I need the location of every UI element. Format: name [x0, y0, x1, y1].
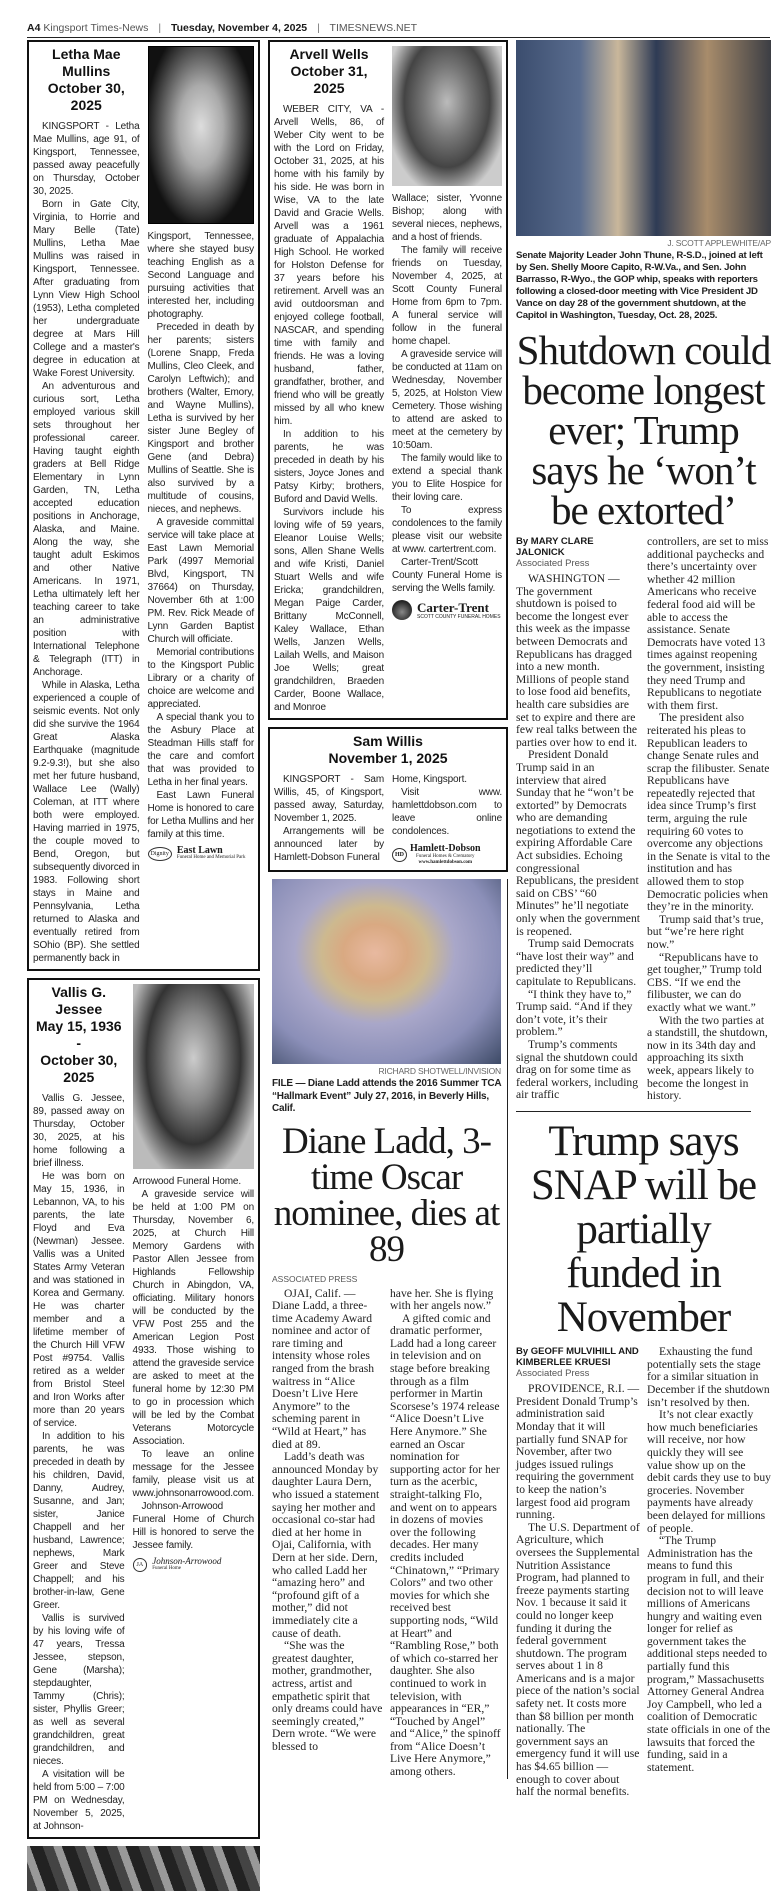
paragraph: A graveside service will be held at 1:00 PM on Thursday, November 6, 2025, at Church Hill Memory Gardens with Pastor Allen Jessee from Highlands Fellowship Church in Abingdon, VA, officiating. Military honors will be conducted by the VFW Post 255 and the American Legion Post 4933. Those wishing to attend the graveside service are asked to meet at the funeral home by 12:30 PM to go in procession which will be led by the Combat Veterans Motorcycle Association.	[132, 1189, 254, 1447]
paragraph: Trump said that’s true, but “we’re here right now.”	[647, 912, 764, 951]
obit-date: November 1, 2025	[328, 750, 448, 766]
article-diane-ladd	[268, 879, 508, 1779]
page-number: A4	[27, 22, 41, 34]
hamlett-dobson-logo	[392, 843, 502, 866]
obit-name: Letha Mae Mullins	[52, 46, 121, 79]
byline-agency: Associated Press	[516, 558, 590, 569]
paragraph: The family would like to extend a special thank you to Elite Hospice for their loving care.	[392, 453, 502, 503]
paragraph: A graveside committal service will take place at East Lawn Memorial Park (4997 Memorial Blvd, Kingsport, TN 37664) on Thursday, November 6th at 1:00 PM. Rev. Rick Meade of Lynn Garden Baptist Church will officiate.	[147, 517, 254, 645]
logo-sub: Funeral Home and Memorial Park	[176, 855, 246, 860]
paragraph: Preceded in death by her parents; sisters (Lorene Snapp, Freda Mullins, Cleo Cleek, and Carolyn Leftwich); and brothers (Walter, Emory, and Wayne Mullins), Letha is survived by her sister June Begley of Kingsport and brother Gene (and Debra) Mullins of Seattle. She is also survived by a multitude of cousins, nieces, and nephews.	[147, 322, 254, 515]
paragraph: Visit www. hamlettdobson.com to leave online condolences.	[392, 787, 502, 837]
paragraph: An adventurous and curious sort, Letha employed various skill sets throughout her professional career. Having taught eighth graders at Bell Ridge Elementary in Lynn Garden, TN, Letha accepted education positions in Anchorage, Alaska, and Maine. Along the way, she taught adult Eskimos and other Native Americans. In 1971, Letha ultimately left her teaching career to take an administrative position with International Telephone & Telegraph (ITT) in Anchorage.	[33, 381, 140, 678]
east-lawn-logo	[148, 846, 255, 861]
hd-badge: HD	[392, 848, 407, 862]
left-column	[27, 40, 260, 1891]
obit-left	[33, 984, 125, 1833]
diane-ladd-photo	[272, 879, 501, 1064]
paragraph: KINGSPORT - Sam Willis, 45, of Kingsport, passed away, Saturday, November 1, 2025.	[274, 774, 384, 824]
paragraph: In addition to his parents, he was preceded in death by his children, David, Danny, Audrey, Susanne, and Jan; sister, Janice Chappell and her husband, Lawrence; nephews, Mark Greer and Steve Chappell; and his brother-in-law, Gene Greer.	[33, 1431, 125, 1611]
logo-name: Carter-Trent	[417, 599, 489, 615]
issue-date: Tuesday, November 4, 2025	[170, 22, 308, 34]
paragraph: Exhausting the fund potentially sets the stage for a similar situation in December if the shutdown isn’t resolved by then.	[647, 1345, 770, 1409]
obit-right	[133, 984, 254, 1572]
paragraph: Arrangements will be announced later by Hamlett-Dobson Funeral	[274, 826, 384, 863]
logo-name: Johnson-Arrowood	[152, 1556, 222, 1566]
paragraph: With the two parties at a standstill, the shutdown, now in its 34th day and approaching its sixth week, appears likely to become the longest in history.	[647, 1013, 768, 1103]
paragraph: Born in Gate City, Virginia, to Horrie and Mary Belle (Tate) Mullins, Letha Mae Mullins was raised in Kingsport, Tennessee. After graduating from Lynn View High School (1953), Letha completed her undergraduate degree at Mars Hill College and a master's degree in education at Wake Forest University.	[33, 199, 140, 379]
obit-dates: May 15, 1936 -	[35, 1018, 122, 1051]
obit-name: Vallis G. Jessee	[51, 984, 106, 1017]
obit-right	[392, 46, 502, 620]
right-column	[516, 40, 771, 1799]
dignity-badge: Dignity	[148, 847, 172, 861]
byline	[516, 536, 640, 569]
portrait-photo	[133, 984, 254, 1169]
headline: Trump says SNAP will be partially funded in November	[530, 1118, 757, 1342]
obit-column	[133, 1175, 254, 1552]
obit-column	[274, 773, 384, 864]
obit-date: October 30, 2025	[40, 1052, 118, 1085]
paragraph: “The Trump Administration has the means to fund this program in full, and their decision not to will leave millions of Americans hungry and waiting even longer for relief as government takes the additional steps needed to partially fund this program,” Massachusetts Attorney General Andrea Joy Campbell, who led a coalition of Democratic state officials in one of the lawsuits that forced the funding, said in a statement.	[647, 1534, 771, 1774]
article-column-wrap	[516, 1346, 640, 1799]
divider: |	[158, 22, 162, 34]
paragraph: Johnson-Arrowood Funeral Home of Church Hill is honored to serve the Jessee family.	[132, 1501, 254, 1551]
obituary-vallis-jessee	[27, 978, 260, 1839]
senate-photo	[516, 40, 771, 236]
paragraph: Vallis is survived by his loving wife of 47 years, Tressa Jessee, stepson, Gene (Marsha); stepdaughter, Tammy (Chris); sister, Phyllis Greer; as well as several grandchildren, great grandchildren, and nieces.	[33, 1613, 125, 1767]
paragraph: controllers, are set to miss additional paychecks and there’s uncertainty over whether 42 million Americans who receive federal food aid will be able to access the assistance. Senate Democrats have voted 13 times against reopening the government, insisting they need Trump and Republicans to negotiate with them first.	[647, 535, 769, 712]
paragraph: To leave an online message for the Jessee family, please visit us at www.johnsonarrowood.com.	[132, 1449, 254, 1499]
paragraph: Carter-Trent/Scott County Funeral Home is serving the Wells family.	[392, 557, 502, 594]
photo-caption: FILE — Diane Ladd attends the 2016 Summer TCA “Hallmark Event” July 27, 2016, in Beverly Hills, Calif.	[272, 1078, 502, 1114]
paragraph: A gifted comic and dramatic performer, Ladd had a long career in television and on stage before breaking through as a film performer in Martin Scorsese’s 1974 release “Alice Doesn’t Live Here Anymore.” She earned an Oscar nomination for supporting actor for her turn as the acerbic, straight-talking Flo, and went on to appears in dozens of movies over the following decades. Her many credits included “Chinatown,” “Primary Colors” and two other movies for which she received best supporting nods, “Wild at Heart” and “Rambling Rose,” both of which co-starred her daughter. She also continued to work in television, with appearances in “ER,” “Touched by Angel” and “Alice,” the spinoff from “Alice Doesn’t Live Here Anymore,” among others.	[390, 1311, 501, 1779]
logo-sub: SCOTT COUNTY FUNERAL HOMES	[417, 613, 501, 620]
byline-author: By GEOFF MULVIHILL AND KIMBERLEE KRUESI	[516, 1346, 639, 1369]
obit-column	[392, 192, 502, 595]
carter-trent-logo	[392, 600, 502, 620]
mountain-icon	[392, 600, 412, 620]
byline	[516, 1346, 640, 1379]
logo-name: East Lawn	[176, 845, 223, 856]
paragraph: Trump said Democrats “have lost their way” and predicted they’ll capitulate to Republicans.	[516, 937, 637, 988]
paragraph: “She was the greatest daughter, mother, grandmother, actress, artist and empathetic spirit that only dreams could have seemingly created,” Dern wrote. “We were blessed to	[272, 1639, 383, 1753]
paragraph: East Lawn Funeral Home is honored to care for Letha Mullins and her family at this time.	[147, 790, 254, 840]
paragraph: While in Alaska, Letha experienced a couple of seismic events. Not only did she survive the 1964 Great Alaska Earthquake (magnitude 9.2-9.3!), but she also met her future husband, Wallace Lee (Wally) Coleman, at ITT where both were employed. Having married in 1975, the couple moved to Bend, Oregon, but subsequently divorced in 1983. Following short stays in Maine and Pennsylvania, Letha returned to Alaska and eventually retired from SOhio (BP). She settled permanently back in	[33, 680, 140, 964]
obit-right	[392, 773, 502, 866]
paragraph: Kingsport, Tennessee, where she stayed busy teaching English as a Second Language and pursuing activities that interested her, including photography.	[147, 231, 254, 320]
obit-name: Sam Willis	[353, 733, 423, 749]
logo-url: www.hamlettdobson.com	[418, 860, 473, 865]
center-column	[268, 40, 508, 1779]
article-column	[647, 536, 771, 1103]
article-column	[272, 1288, 383, 1754]
paragraph: The U.S. Department of Agriculture, which oversees the Supplemental Nutrition Assistance Program, had planned to freeze payments starting Nov. 1 because it said it could no longer keep funding it during the federal government shutdown. The program serves about 1 in 8 Americans and is a major piece of the nation’s social safety net. It costs more than $8 billion per month nationally. The government says an emergency fund it will use has $4.65 billion — enough to cover about half the normal benefits.	[516, 1520, 640, 1799]
article-divider	[516, 1111, 751, 1113]
photo-credit: RICHARD SHOTWELL/INVISION	[378, 1066, 501, 1076]
obit-column	[33, 120, 140, 965]
paragraph: A special thank you to the Asbury Place at Steadman Hills staff for the care and comfort that was provided to Letha in her final years.	[147, 712, 254, 788]
logo-emblem-icon: JA	[133, 1558, 148, 1572]
obit-column	[274, 103, 384, 714]
photo-caption: Senate Majority Leader John Thune, R-S.D., joined at left by Sen. Shelly Moore Capito, R-W.Va., and Sen. John Barrasso, R-Wyo., the GOP whip, speaks with reporters following a closed-door meeting with Vice President JD Vance on day 28 of the government shutdown, at the Capitol in Washington, Tuesday, Oct. 28, 2025.	[516, 250, 763, 321]
paragraph: A visitation will be held from 5:00 – 7:00 PM on Wednesday, November 5, 2025, at Johnson-	[33, 1769, 125, 1832]
paragraph: WEBER CITY, VA - Arvell Wells, 86, of Weber City went to be with the Lord on Friday, October 31, 2025, at his home with his family by his side. He was born in Wise, VA to the late David and Gracie Wells. Arvell was a 1961 graduate of Appalachia High School. He worked for Holston Defense for 37 years before his retirement. Arvell was an avid outdoorsman and enjoyed college football, NASCAR, and spending time with family and friends. He was a loving husband, father, grandfather, brother, and friend who will be greatly missed by all who knew him.	[274, 104, 384, 427]
obit-name: Arvell Wells	[289, 46, 369, 62]
flowers-photo	[27, 1846, 260, 1891]
paragraph: President Donald Trump said in an interview that aired Sunday that he “won’t be extorted” by Democrats who are demanding negotiations to extend the expiring Affordable Care Act subsidies. Echoing congressional Republicans, the president said on CBS’ “60 Minutes” he’ll negotiate only when the government is reopened.	[516, 748, 640, 938]
photo-credit: J. SCOTT APPLEWHITE/AP	[667, 238, 771, 248]
byline: ASSOCIATED PRESS	[272, 1273, 358, 1284]
paragraph: Survivors include his loving wife of 59 years, Eleanor Louise Wells; sons, Allen Shane Wells and wife Kristi, Daniel Stuart Wells and wife Ericka; grandchildren, Megan Paige Carder, Brittany McConnell, Kaley Wallace, Ethan Wells, Janzen Wells, Lailah Wells, and Maison Joe Wells; great grandchildren, Braeden Carder, Boone Wallace, and Monroe	[274, 507, 384, 713]
divider: |	[317, 22, 320, 34]
article-column	[516, 573, 640, 1102]
obit-left	[33, 46, 140, 965]
headline: Diane Ladd, 3-time Oscar nominee, dies at 89	[273, 1120, 500, 1270]
obituary-title	[274, 46, 384, 97]
obituary-title	[33, 46, 140, 114]
portrait-photo	[148, 46, 255, 224]
paragraph: Home, Kingsport.	[392, 774, 467, 785]
obit-right	[148, 46, 255, 861]
paragraph: A graveside service will be conducted at 11am on Wednesday, November 5, 2025, at Holston View Cemetery. Those wishing to attend are asked to meet at the cemetery by 10:50am.	[392, 349, 502, 451]
paragraph: “I think they have to,” Trump said. “And if they don’t vote, it’s their problem.”	[516, 987, 633, 1039]
page-header	[27, 22, 770, 38]
article-body	[272, 1288, 501, 1779]
obit-column	[148, 230, 255, 841]
johnson-arrowood-logo	[133, 1557, 254, 1572]
logo-sub: Funeral Home	[152, 1566, 181, 1571]
obit-column	[33, 1092, 125, 1833]
paragraph: Trump’s comments signal the shutdown could drag on for some time as federal workers, including air traffic	[516, 1037, 639, 1102]
paragraph: It’s not clear exactly how much beneficiaries will receive, nor how quickly they will see value show up on the debit cards they use to buy groceries. November payments have already been delayed for millions of people.	[647, 1408, 771, 1535]
paragraph: OJAI, Calif. — Diane Ladd, a three-time Academy Award nominee and actor of rare timing and intensity whose roles ranged from the brash waitress in “Alice Doesn’t Live Here Anymore” to the scheming parent in “Wild at Heart,” has died at 89.	[272, 1286, 375, 1451]
obituary-title	[33, 984, 125, 1086]
paper-name: Kingsport Times-News	[43, 22, 149, 34]
paragraph: The president also reiterated his pleas to Republican leaders to change Senate rules and scrap the filibuster. Senate Republicans have repeatedly rejected that idea since Trump’s first term, arguing the rule requiring 60 votes to overcome any objections in the Senate is vital to the institution and has allowed them to stop Democratic policies when they’re in the minority.	[647, 711, 770, 914]
paragraph: have her. She is flying with her angels now.”	[390, 1286, 494, 1313]
byline-agency: Associated Press	[516, 1368, 590, 1380]
article-body	[516, 1346, 771, 1799]
paragraph: PROVIDENCE, R.I. — President Donald Trump’s administration said Monday that it will partially fund SNAP for November, after two judges issued rulings requiring the government to keep the nation’s largest food aid program running.	[516, 1382, 640, 1522]
logo-name: Hamlett-Dobson	[410, 843, 481, 854]
paragraph: He was born on May 15, 1936, in Lebannon, VA, to his parents, the late Floyd and Eva (Newman) Jessee. Vallis was a United States Army Veteran and was stationed in Korea and Germany. He was charter member and a lifetime member of the Church Hill VFW Post #9754. Vallis retired as a welder from Bristol Steel and Iron Works after more than 20 years of service.	[33, 1171, 125, 1429]
page-body	[27, 40, 770, 1891]
paragraph: Arrowood Funeral Home.	[132, 1176, 241, 1187]
logo-sub: Funeral Homes & Crematory	[416, 854, 475, 859]
obit-date: October 31, 2025	[290, 63, 368, 96]
article-column	[516, 1383, 640, 1799]
article-column	[390, 1288, 501, 1779]
article-column-wrap	[516, 536, 640, 1102]
article-body	[516, 536, 771, 1103]
obit-date: October 30, 2025	[47, 80, 125, 113]
headline: Shutdown could become longest ever; Trump says he ‘won’t be extorted’	[516, 327, 771, 533]
paragraph: Ladd’s death was announced Monday by daughter Laura Dern, who issued a statement saying her mother and occasional co-star had died at her home in Ojai, California, with Dern at her side. Dern, who called Ladd her “amazing hero” and “profound gift of a mother,” did not immediately cite a cause of death.	[272, 1450, 380, 1640]
portrait-photo	[392, 46, 502, 186]
paragraph: Memorial contributions to the Kingsport Public Library or a charity of choice are welcome and appreciated.	[147, 647, 254, 710]
obit-left	[274, 46, 384, 714]
obituary-arvell-wells	[268, 40, 508, 720]
paragraph: “Republicans have to get tougher,” Trump told CBS. “If we end the filibuster, we can do exactly what we want.”	[647, 950, 762, 1014]
obituary-letha-mullins	[27, 40, 260, 971]
paragraph: Vallis G. Jessee, 89, passed away on Thursday, October 30, 2025, at his home following a brief illness.	[33, 1093, 125, 1169]
website: TIMESNEWS.NET	[329, 22, 418, 34]
paragraph: Wallace; sister, Yvonne Bishop; along with several nieces, nephews, and a host of friends.	[392, 193, 502, 243]
paragraph: KINGSPORT - Letha Mae Mullins, age 91, of Kingsport, Tennessee, passed away peacefully on Thursday, October 30, 2025.	[33, 121, 140, 197]
article-column	[647, 1346, 771, 1774]
paragraph: In addition to his parents, he was preceded in death by his sisters, Joyce Jones and Patsy Kirby; brothers, Buford and David Wells.	[274, 429, 384, 505]
paragraph: WASHINGTON — The government shutdown is poised to become the longest ever this week as the impasse between Democrats and Republicans has dragged into a new month. Millions of people stand to lose food aid benefits, health care subsidies are set to expire and there are few real talks between the parties over how to end it.	[516, 572, 638, 749]
paragraph: The family will receive friends on Tuesday, November 4, 2025, at Scott County Funeral Home from 6pm to 7pm. A funeral service will follow in the funeral home chapel.	[392, 245, 502, 347]
byline-author: By MARY CLARE JALONICK	[516, 536, 594, 558]
obituary-sam-willis	[268, 727, 508, 872]
obituary-title	[274, 733, 502, 767]
paragraph: To express condolences to the family please visit our website at www. cartertrent.com.	[392, 505, 502, 555]
obit-column	[392, 773, 502, 838]
